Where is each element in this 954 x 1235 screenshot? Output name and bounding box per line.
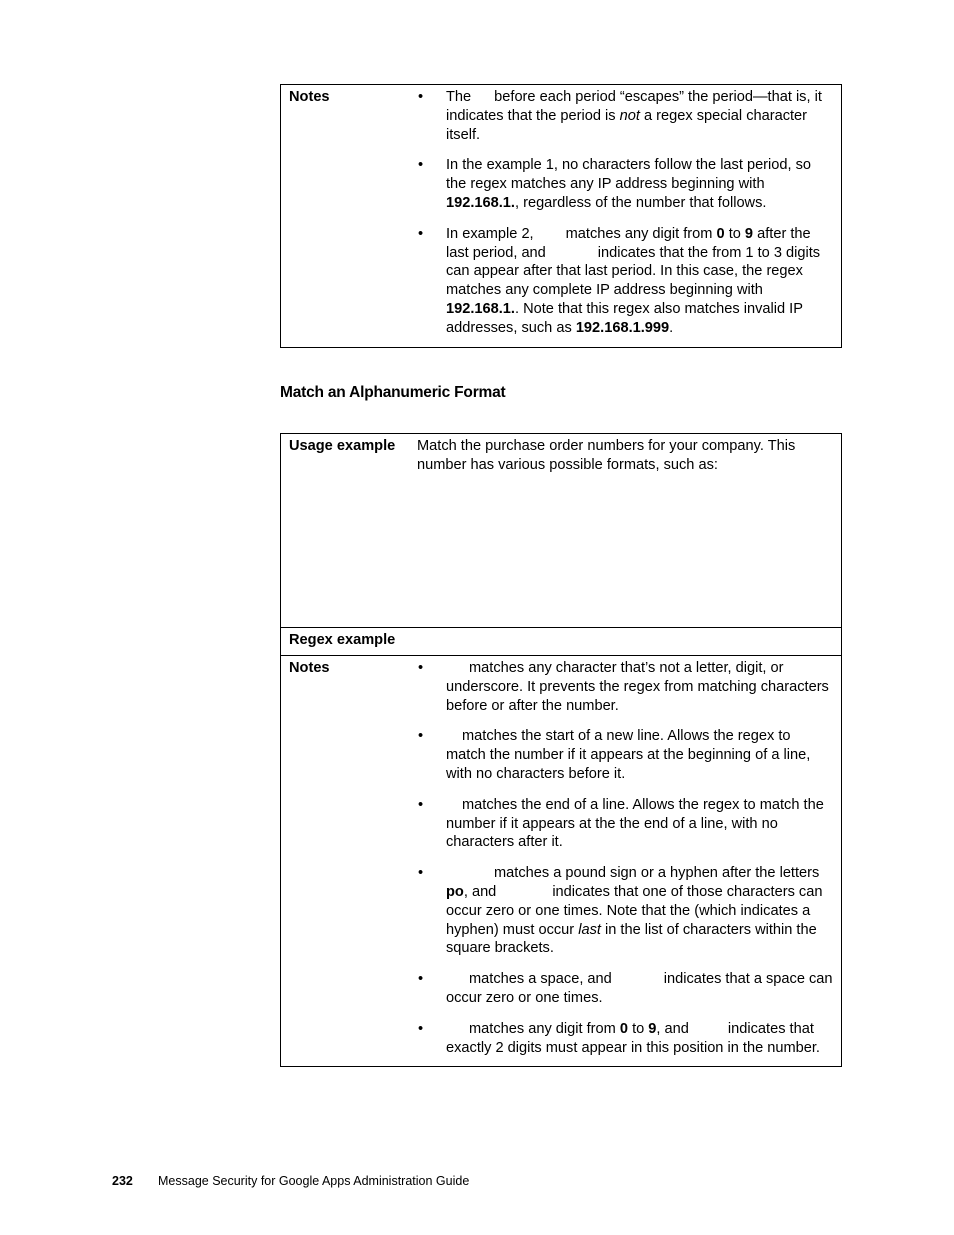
- page-footer: [112, 1174, 469, 1188]
- page-number: 232: [112, 1174, 133, 1188]
- list-item: • matches the start of a new line. Allows the regex to match the number if it appears at the beginning of a line, with no characters before it.: [417, 727, 833, 783]
- notes-cell: [417, 656, 842, 1067]
- notes-table-ip: [280, 84, 842, 348]
- list-item: • matches a space, and indicates that a space can occur zero or one times.: [417, 970, 833, 1008]
- notes-list: [417, 659, 833, 1057]
- list-item: • The before each period “escapes” the period—that is, it indicates that the period is not a regex special character itself.: [417, 88, 833, 144]
- list-item: • In example 2, matches any digit from 0 to 9 after the last period, and indicates that the from 1 to 3 digits can appear after that last period. In this case, the regex matches any complete IP address beginning with 192.168.1.. Note that this regex also matches invalid IP addresses, such as 192.168.1.999.: [417, 225, 833, 338]
- usage-example-label: Usage example: [289, 438, 396, 454]
- usage-example-cell: [417, 434, 842, 628]
- list-item: • matches any character that’s not a letter, digit, or underscore. It prevents the regex from matching characters before or after the number.: [417, 659, 833, 715]
- list-item: • matches the end of a line. Allows the regex to match the number if it appears at the the end of a line, with no characters after it.: [417, 796, 833, 852]
- alphanumeric-table: [280, 433, 842, 1067]
- table-row: [281, 85, 842, 348]
- notes-cell: [417, 85, 842, 348]
- section-heading: Match an Alphanumeric Format: [280, 384, 506, 401]
- table-row: [281, 434, 842, 628]
- table-row: [281, 656, 842, 1067]
- notes-label: Notes: [281, 656, 418, 1067]
- document-title: Message Security for Google Apps Administration Guide: [158, 1174, 470, 1188]
- usage-example-text: Match the purchase order numbers for your company. This number has various possible formats, such as:: [417, 438, 796, 473]
- notes-list: [417, 88, 833, 338]
- table-row: [281, 628, 842, 656]
- notes-label: Notes: [289, 89, 330, 105]
- list-item: • matches any digit from 0 to 9, and indicates that exactly 2 digits must appear in this position in the number.: [417, 1020, 833, 1058]
- list-item: • matches a pound sign or a hyphen after the letters po, and indicates that one of those characters can occur zero or one times. Note that the (which indicates a hyphen) must occur last in the list of characters within the square brackets.: [417, 864, 833, 958]
- regex-example-cell: [417, 628, 842, 656]
- regex-example-label: Regex example: [281, 628, 418, 656]
- list-item: • In the example 1, no characters follow the last period, so the regex matches any IP address beginning with 192.168.1., regardless of the number that follows.: [417, 156, 833, 212]
